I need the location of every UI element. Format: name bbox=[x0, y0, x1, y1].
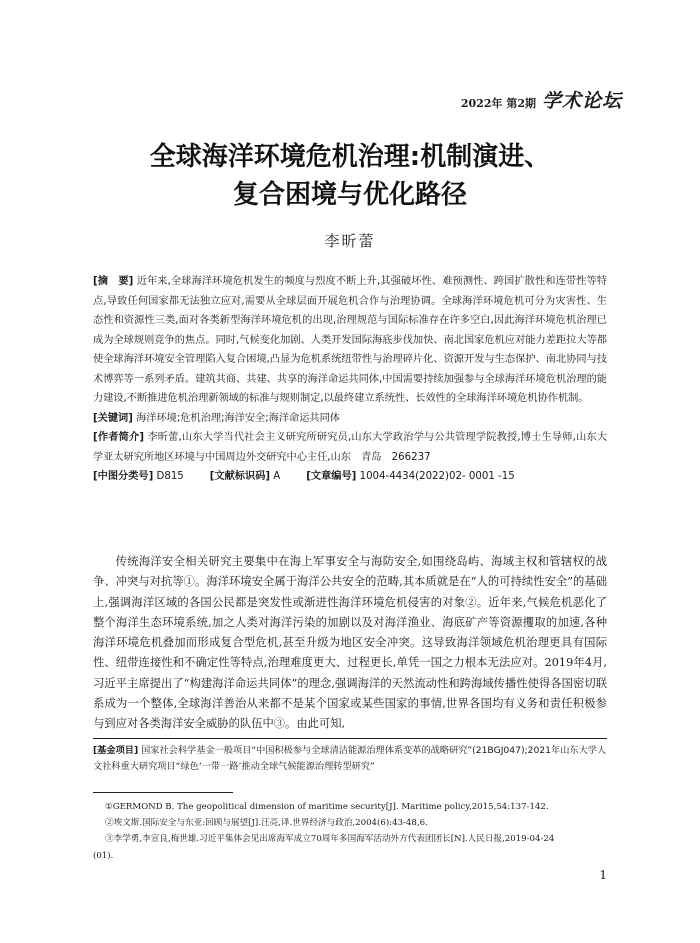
title-line-2: 复合困境与优化路径 bbox=[232, 180, 467, 210]
footnote-3-continued: (01). bbox=[93, 850, 114, 861]
footnote-divider bbox=[93, 792, 233, 793]
article-number-field bbox=[306, 467, 514, 487]
fund-note bbox=[93, 738, 607, 775]
body-paragraph: 传统海洋安全相关研究主要集中在海上军事安全与海防安全,如围绕岛屿、海域主权和管辖权的战争、冲突与对抗等①。海洋环境安全属于海洋公共安全的范畴,其本质就是在“人的可持续性安全”的基础上,强调海洋区域的各国公民都是突发性或渐进性海洋环境危机侵害的对象②。近年来,气候危机恶化了整个海洋生态环境系统,加之人类对海洋污染的加剧以及对海洋渔业、海底矿产等资源攫取的加速,各种海洋环境危机叠加而形成复合型危机,甚至升级为地区安全冲突。这导致海洋领域危机治理更具有国际性、纽带连接性和不确定性等特点,治理难度更大、过程更长,单凭一国之力根本无法应对。2019年4月,习近平主席提出了“构建海洋命运共同体”的理念,强调海洋的天然流动性和跨海域传播性使得各国密切联系成为一个整体,全球海洋善治从来都不是某个国家或某些国家的事情,世界各国均有义务和责任积极参与到应对各类海洋安全威胁的队伍中③。由此可知, bbox=[93, 555, 607, 731]
fund-label: [基金项目] bbox=[93, 745, 139, 756]
clc-label: [中图分类号] bbox=[93, 471, 154, 482]
issue-label: 2022年 第2期 bbox=[460, 97, 536, 110]
fund-text: 国家社会科学基金一般项目“中国积极参与全球清洁能源治理体系变革的战略研究”(21BGJ047);2021年山东大学人文社科重大研究项目“绿色‘一带一路’推动全球气候能源治理转型研究” bbox=[93, 745, 607, 772]
footnotes bbox=[93, 799, 607, 864]
keywords-label: [关键词] bbox=[93, 412, 133, 424]
footnote-3: ③李学勇,李宣良,梅世雄.习近平集体会见出席海军成立70周年多国海军活动外方代表团团长[N].人民日报,2019-04-24 bbox=[105, 834, 555, 845]
title-line-1: 全球海洋环境危机治理:机制演进、 bbox=[149, 142, 551, 172]
clc-field bbox=[93, 467, 184, 487]
author-name: 李昕蕾 bbox=[324, 232, 376, 250]
doc-code-field bbox=[210, 467, 280, 487]
keywords-text: 海洋环境;危机治理;海洋安全;海洋命运共同体 bbox=[136, 412, 340, 424]
keywords bbox=[93, 409, 607, 429]
abstract-block bbox=[93, 272, 607, 487]
abstract bbox=[93, 272, 607, 409]
author-intro bbox=[93, 428, 607, 467]
abstract-text: 近年来,全球海洋环境危机发生的频度与烈度不断上升,其强破坏性、难预测性、跨国扩散性和连带性等特点,导致任何国家都无法独立应对,需要从全球层面开展危机合作与治理协调。全球海洋环境危机可分为灾害性、生态性和资源性三类,面对各类新型海洋环境危机的出现,治理规范与国际标准存在许多空白,因此海洋环境危机治理已成为全球规则竞争的焦点。同时,气候变化加剧、人类开发国际海底步伐加快、南北国家危机应对能力差距拉大等都使全球海洋环境安全管理陷入复合困境,凸显为危机系统纽带性与治理碎片化、资源开发与生态保护、南北协同与技术博弈等一系列矛盾。建筑共商、共建、共享的海洋命运共同体,中国需要持续加强参与全球海洋环境危机治理的能力建设,不断推进危机治理新领域的标准与规则制定,以最终建立系统性、长效性的全球海洋环境危机协作机制。 bbox=[93, 276, 607, 404]
doc-code-value: A bbox=[273, 471, 281, 482]
journal-header bbox=[461, 86, 622, 113]
page-number: 1 bbox=[599, 868, 607, 882]
author-intro-label: [作者简介] bbox=[93, 432, 144, 443]
abstract-label: [摘 要] bbox=[93, 276, 134, 287]
article-number-value: 1004-4434(2022)02- 0001 -15 bbox=[359, 471, 515, 482]
body-text bbox=[93, 552, 607, 735]
article-title bbox=[0, 138, 700, 214]
article-number-label: [文章编号] bbox=[306, 471, 357, 482]
classification-row bbox=[93, 467, 607, 487]
footnote-2: ②埃文斯.国际安全与东亚:回顾与展望[J].汪亮,译.世界经济与政治,2004(6):43-48,6. bbox=[105, 818, 428, 829]
author-intro-text: 李昕蕾,山东大学当代社会主义研究所研究员,山东大学政治学与公共管理学院教授,博士生导师,山东大学亚太研究所地区环境与中国周边外交研究中心主任,山东 青岛 266237 bbox=[93, 432, 608, 463]
journal-name: 学术论坛 bbox=[541, 90, 622, 112]
footnote-1: ①GERMOND B. The geopolitical dimension of maritime security[J]. Maritime policy,2015,54:137-142. bbox=[105, 802, 549, 812]
doc-code-label: [文献标识码] bbox=[209, 471, 271, 482]
clc-value: D815 bbox=[156, 471, 184, 482]
